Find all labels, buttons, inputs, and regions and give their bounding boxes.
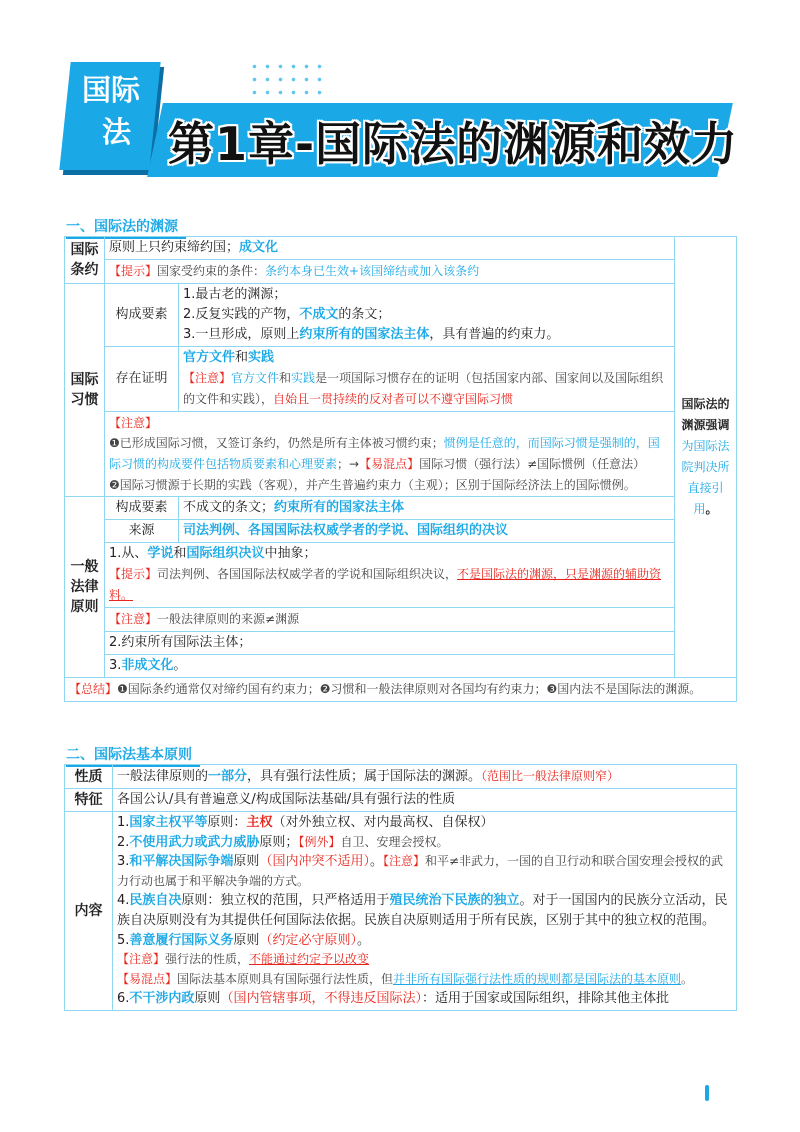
content-label: 内容: [65, 812, 113, 1011]
general-point2: 2.约束所有国际法主体；: [105, 632, 675, 655]
summary-row: [65, 678, 737, 702]
treaty-label: 国际 条约: [65, 237, 105, 284]
custom-evidence-row: [65, 347, 737, 412]
custom-evidence-label: 存在证明: [105, 347, 179, 412]
general-label: 一般 法律 原则: [65, 497, 105, 678]
content-row: [65, 812, 737, 1011]
principles-table: [64, 764, 737, 1011]
chapter-title: 第1章-国际法的渊源和效力: [168, 117, 739, 171]
treaty-row: [65, 237, 737, 260]
custom-label: 国际 习惯: [65, 284, 105, 497]
nature-label: 性质: [65, 765, 113, 789]
general-elements-label: 构成要素: [105, 497, 179, 520]
section2-heading: 二、国际法基本原则: [66, 744, 192, 764]
nature-text: 一般法律原则的一部分，具有强行法性质；属于国际法的渊源。（范围比一般法律原则窄）: [113, 765, 737, 789]
treaty-line1: 原则上只约束缔约国；成文化: [105, 237, 675, 260]
custom-elements-row: [65, 284, 737, 347]
side-note: 国际法的渊源强调为国际法院判决所直接引用。: [675, 237, 737, 678]
summary: 【总结】❶国际条约通常仅对缔约国有约束力；❷习惯和一般法律原则对各国均有约束力；❸国内法不是国际法的渊源。: [65, 678, 737, 702]
general-elements: 不成文的条文；约束所有的国家法主体: [179, 497, 675, 520]
chapter-header: [0, 0, 800, 205]
custom-evidence: 官方文件和实践 【注意】官方文件和实践是一项国际习惯存在的证明（包括国家内部、国家间以及国际组织的文件和实践），自始且一贯持续的反对者可以不遵守国际习惯: [179, 347, 675, 412]
nature-row: [65, 765, 737, 789]
section1-heading: 一、国际法的渊源: [66, 216, 178, 236]
custom-notes: 【注意】 ❶已形成国际习惯，又签订条约，仍然是所有主体被习惯约束；惯例是任意的，而国际习惯是强制的，国际习惯的构成要件包括物质要素和心理要素；→【易混点】国际习惯（强行法）≠国际惯例（任意法） ❷国际习惯源于长期的实践（客观），并产生普遍约束力（主观）；区别于国际经济法上的国际惯例。: [105, 412, 675, 497]
decorative-dots: [248, 60, 324, 100]
custom-elements-label: 构成要素: [105, 284, 179, 347]
general-source: 司法判例、各国国际法权威学者的学说、国际组织的决议: [179, 520, 675, 543]
custom-elements: 1.最古老的渊源； 2.反复实践的产物，不成文的条文； 3.一旦形成，原则上约束所有的国家法主体，具有普遍的约束力。: [179, 284, 675, 347]
content-text: 1.国家主权平等原则：主权（对外独立权、对内最高权、自保权） 2.不使用武力或武力威胁原则；【例外】自卫、安理会授权。 3.和平解决国际争端原则（国内冲突不适用）。【注意】和平≠非武力，一国的自卫行动和联合国安理会授权的武力行动也属于和平解决争端的方式。 4.民族自决原则：独立权的范围，只严格适用于殖民统治下民族的独立。对于一国国内的民族分立活动，民族自决原则没有为其提供任何国际法依据。民族自决原则适用于所有民族，区别于其中的独立权的范围。 5.善意履行国际义务原则（约定必守原则）。 【注意】强行法的性质，不能通过约定予以改变 【易混点】国际法基本原则具有国际强行法性质，但并非所有国际强行法性质的规则都是国际法的基本原则。 6.不干涉内政原则（国内管辖事项，不得违反国际法）：适用于国家或国际组织，排除其他主体批: [113, 812, 737, 1011]
custom-note-row: [65, 412, 737, 497]
feature-label: 特征: [65, 789, 113, 812]
page-marker: [705, 1085, 709, 1101]
sources-table: [64, 236, 737, 702]
feature-text: 各国公认/具有普遍意义/构成国际法基础/具有强行法的性质: [113, 789, 737, 812]
general-source-label: 来源: [105, 520, 179, 543]
general-elements-row: [65, 497, 737, 520]
general-note: 【注意】一般法律原则的来源≠渊源: [105, 608, 675, 632]
subject-tag-line1: 国际: [82, 73, 141, 107]
general-point1: 1.从、学说和国际组织决议中抽象； 【提示】司法判例、各国国际法权威学者的学说和国际组织决议，不是国际法的渊源，只是渊源的辅助资料。: [105, 543, 675, 608]
subject-tag-line2: 法: [102, 115, 132, 149]
treaty-tip: 【提示】国家受约束的条件：条约本身已生效+该国缔结或加入该条约: [105, 260, 675, 284]
feature-row: [65, 789, 737, 812]
general-point3: 3.非成文化。: [105, 655, 675, 678]
